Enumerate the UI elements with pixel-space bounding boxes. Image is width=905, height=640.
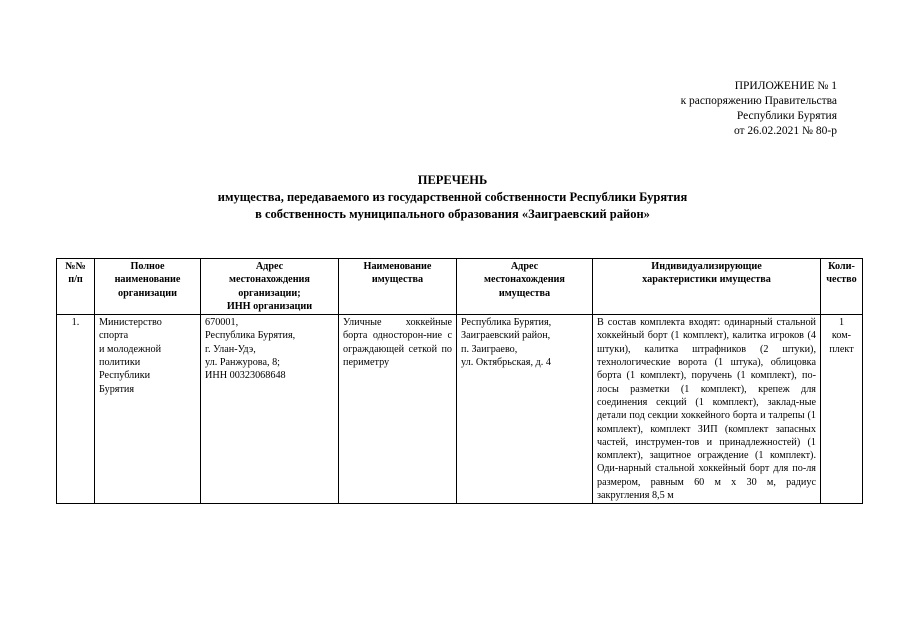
cell-quantity: 1 ком- плект <box>821 315 863 504</box>
header-org-address: Адрес местонахождения организации; ИНН организации <box>201 259 339 315</box>
cell-org-name: Министерство спорта и молодежной политики Республики Бурятия <box>95 315 201 504</box>
document-title <box>0 172 905 223</box>
appendix-line: к распоряжению Правительства <box>680 95 837 107</box>
title-line: ПЕРЕЧЕНЬ <box>417 173 488 187</box>
appendix-line: Республики Бурятия <box>736 110 837 122</box>
cell-org-address: 670001, Республика Бурятия, г. Улан-Удэ, ул. Ранжурова, 8; ИНН 00323068648 <box>201 315 339 504</box>
title-line: в собственность муниципального образования «Заиграевский район» <box>255 207 650 221</box>
cell-characteristics: В состав комплекта входят: одинарный стальной хоккейный борт (1 комплект), калитка игроков (4 штуки), калитка штрафников (2 штуки), технологические ворота (1 штука), облицовка борта (1 комплект), поручень (1 комплект), по-лосы разметки (1 комплект), крепеж для соединения секций (1 комплект), заклад-ные детали под секции хоккейного борта и талрепы (1 комплект), комплект ЗИП (комплект запасных частей, инструмен-тов и принадлежностей) (1 комплект), защитное ограждение (1 комплект). Оди-нарный стальной хоккейный борт для по-ля размером, равным 60 м х 30 м, радиус закругления 8,5 м <box>593 315 821 504</box>
cell-property-address: Республика Бурятия, Заиграевский район, п. Заиграево, ул. Октябрьская, д. 4 <box>457 315 593 504</box>
cell-number: 1. <box>57 315 95 504</box>
header-property-address: Адрес местонахождения имущества <box>457 259 593 315</box>
appendix-line: от 26.02.2021 № 80-р <box>733 125 837 137</box>
property-table <box>56 258 863 504</box>
header-org-name: Полное наименование организации <box>95 259 201 315</box>
appendix-header <box>681 79 837 139</box>
appendix-line: ПРИЛОЖЕНИЕ № 1 <box>734 80 837 92</box>
header-quantity: Коли- чество <box>821 259 863 315</box>
header-property-name: Наименование имущества <box>339 259 457 315</box>
header-number: №№ п/п <box>57 259 95 315</box>
cell-property-name: Уличные хоккейные борта односторон-ние с ограждающей сеткой по периметру <box>339 315 457 504</box>
table-header-row <box>57 259 863 315</box>
table-row <box>57 315 863 504</box>
title-line: имущества, передаваемого из государственной собственности Республики Бурятия <box>217 190 688 204</box>
header-characteristics: Индивидуализирующие характеристики имущества <box>593 259 821 315</box>
